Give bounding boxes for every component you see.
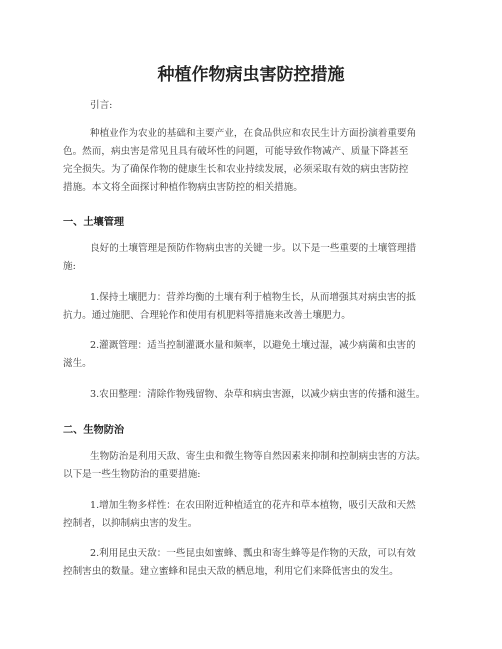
section-heading-soil: 一、土壤管理	[63, 217, 125, 228]
intro-paragraph	[63, 125, 416, 197]
soil-item-3	[63, 386, 425, 404]
intro-line: 色。然而，病虫害是常见且具有破坏性的问题，可能导致作物减产、质量下降甚至	[63, 146, 409, 157]
soil-item-1-line: 1.保持土壤肥力：营养均衡的土壤有利于植物生长，从而增强其对病虫害的抵	[90, 292, 416, 303]
soil-item-2	[63, 337, 416, 373]
biocontrol-item-2-line: 2.利用昆虫天敌：一些昆虫如蜜蜂、瓢虫和寄生蜂等是作物的天敌，可以有效	[90, 548, 416, 559]
intro-line: 完全损失。为了确保作物的健康生长和农业持续发展，必须采取有效的病虫害防控	[63, 164, 409, 175]
soil-intro-line: 良好的土壤管理是预防作物病虫害的关键一步。以下是一些重要的土壤管理措	[90, 243, 417, 254]
intro-line: 措施。本文将全面探讨种植作物病虫害防控的相关措施。	[63, 182, 303, 193]
biocontrol-intro-paragraph	[63, 448, 426, 484]
document-title: 种植作物病虫害防控措施	[157, 65, 345, 85]
soil-item-1	[63, 289, 416, 325]
soil-item-3-line: 3.农田整理：清除作物残留物、杂草和病虫害源，以减少病虫害的传播和滋生。	[90, 389, 426, 400]
section-heading-biocontrol: 二、生物防治	[63, 425, 125, 436]
biocontrol-intro-line: 以下是一些生物防治的重要措施:	[63, 469, 201, 480]
intro-label	[90, 97, 112, 115]
soil-item-2-line: 滋生。	[63, 358, 92, 369]
intro-line: 种植业作为农业的基础和主要产业，在食品供应和农民生计方面扮演着重要角	[90, 128, 417, 139]
biocontrol-item-1-line: 1.增加生物多样性：在农田附近种植适宜的花卉和草本植物，吸引天敌和天然	[90, 500, 416, 511]
intro-label-text: 引言:	[90, 100, 113, 111]
soil-intro-paragraph	[63, 240, 416, 276]
biocontrol-item-2	[63, 545, 416, 581]
biocontrol-item-2-line: 控制害虫的数量。建立蜜蜂和昆虫天敌的栖息地，利用它们来降低害虫的发生。	[63, 566, 399, 577]
biocontrol-item-1-line: 控制者，以抑制病虫害的发生。	[63, 518, 198, 529]
soil-item-2-line: 2.灌溉管理：适当控制灌溉水量和频率，以避免土壤过湿，减少病菌和虫害的	[90, 340, 416, 351]
biocontrol-intro-line: 生物防治是利用天敌、寄生虫和微生物等自然因素来抑制和控制病虫害的方法。	[90, 451, 426, 462]
soil-intro-line: 施:	[63, 261, 76, 272]
soil-item-1-line: 抗力。通过施肥、合理轮作和使用有机肥料等措施来改善土壤肥力。	[63, 310, 351, 321]
biocontrol-item-1	[63, 497, 416, 533]
